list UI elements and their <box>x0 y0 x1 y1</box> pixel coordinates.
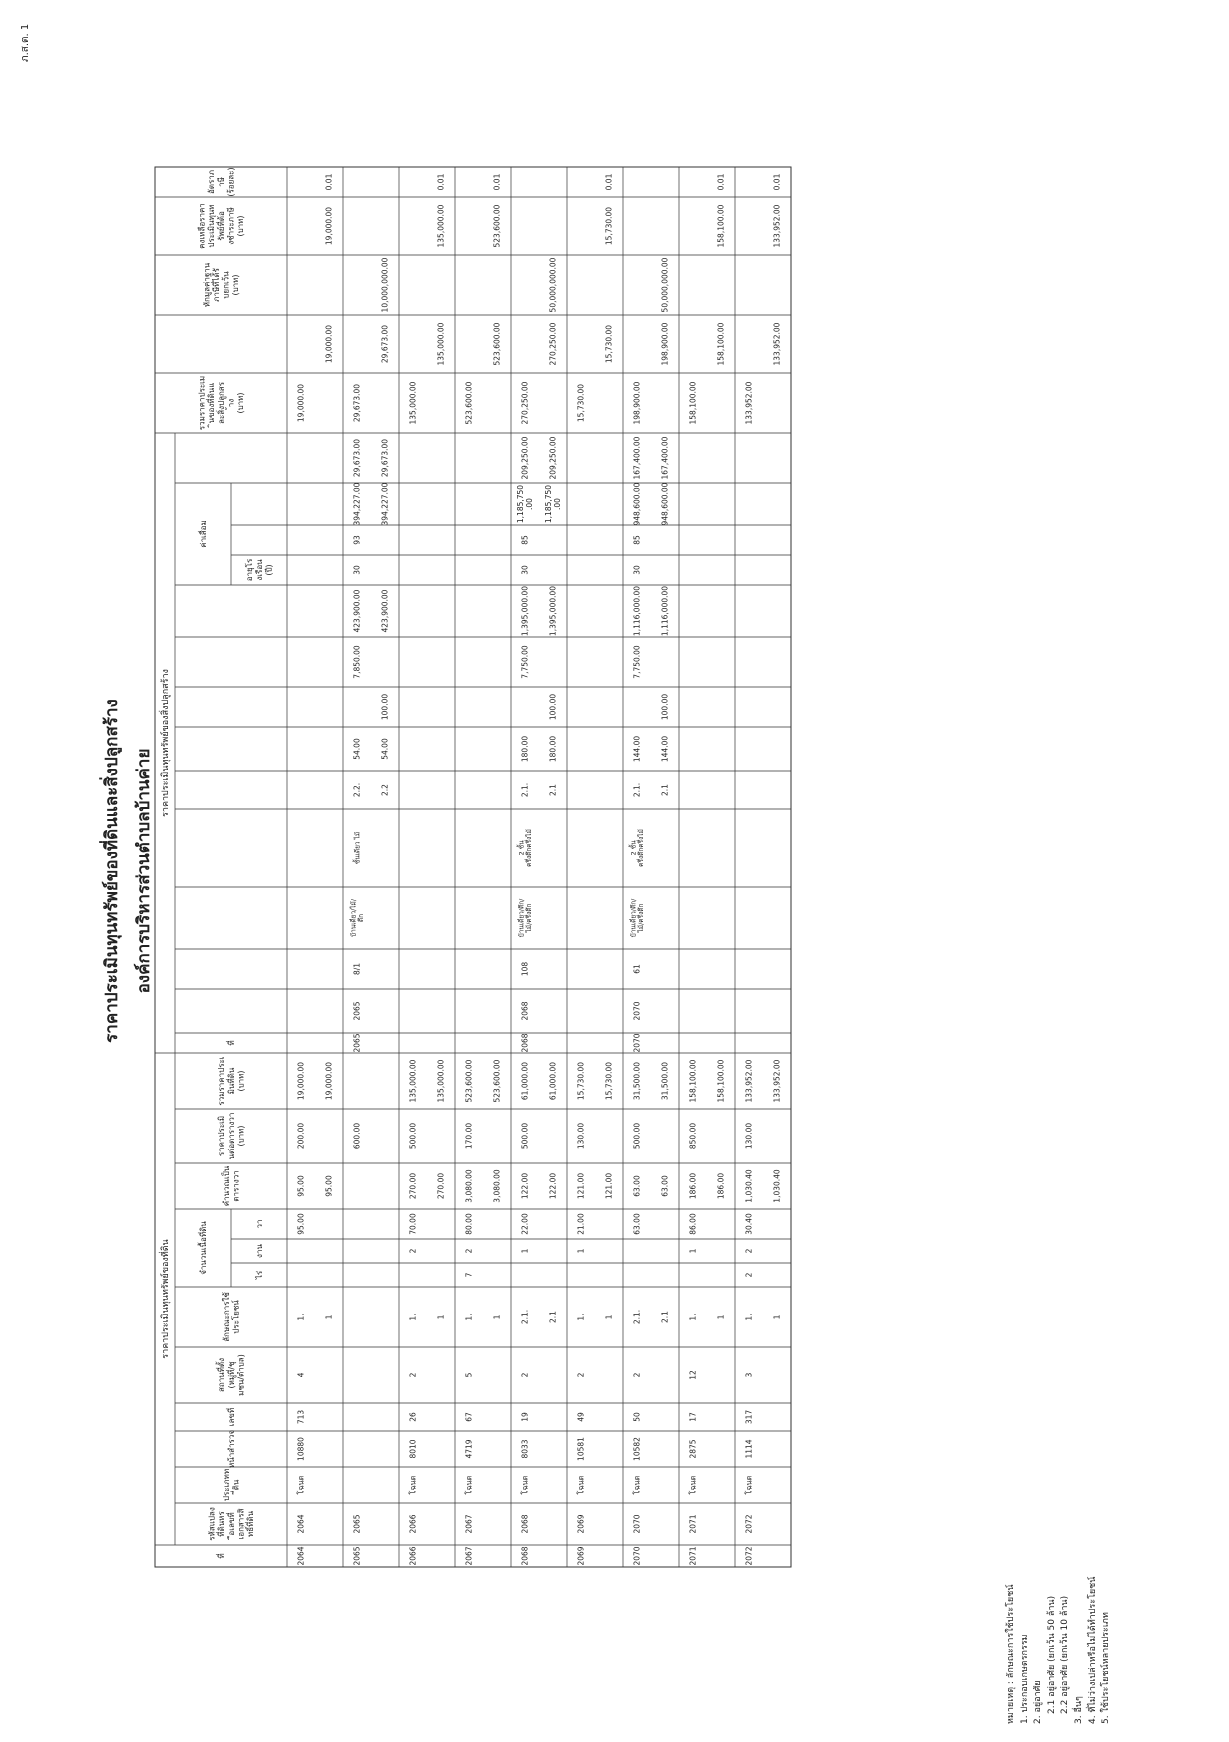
cell-location: 12 <box>688 1370 698 1380</box>
cell-barea: 144.00 <box>632 735 642 763</box>
cell-remain: 158,100.00 <box>716 204 726 248</box>
cell-rate: 0.01 <box>492 173 502 191</box>
cell-location: 2 <box>520 1372 530 1378</box>
cell-bafter: 209,250.00 <box>520 436 530 480</box>
cell-lval: 158,100.00 <box>688 1059 698 1103</box>
cell-bstyle: 2 ชั้นครึ่งตึกครึ่งไม้ <box>517 829 534 867</box>
cell-bafter: 29,673.00 <box>380 438 390 478</box>
header-rai: ไร่ <box>254 1270 264 1280</box>
cell-sqwa: 186.00 <box>688 1172 698 1200</box>
cell-barea: 180.00 <box>520 735 530 763</box>
cell-use: 2.1 <box>548 1311 558 1323</box>
cell-wa: 21.00 <box>576 1213 586 1235</box>
cell-ngan: 2 <box>408 1248 418 1254</box>
cell-lval: 31,500.00 <box>632 1061 642 1101</box>
cell-lval: 19,000.00 <box>324 1061 334 1101</box>
cell-lval: 15,730.00 <box>604 1061 614 1101</box>
cell-ngan: 2 <box>464 1248 474 1254</box>
cell-use: 1 <box>324 1314 334 1320</box>
cell-use: 1. <box>408 1313 418 1321</box>
cell-total: 29,673.00 <box>352 383 362 423</box>
cell-sqwa: 95.00 <box>296 1175 306 1197</box>
cell-number: 17 <box>688 1412 698 1422</box>
cell-rate: 0.01 <box>324 173 334 191</box>
cell-house: 108 <box>520 961 530 977</box>
cell-barea: 54.00 <box>380 738 390 760</box>
header-area-group: จำนวนเนื้อที่ดิน <box>198 1221 208 1275</box>
cell-buse: 2.1. <box>520 782 530 798</box>
cell-barea: 180.00 <box>548 735 558 763</box>
cell-land_type: โฉนด <box>296 1475 306 1495</box>
cell-bpct: 100.00 <box>380 693 390 721</box>
cell-total: 158,100.00 <box>688 381 698 425</box>
cell-damt: 948,600.00 <box>660 482 670 526</box>
header-sqwa: คำนวณเป็นตารางวา <box>222 1165 241 1207</box>
cell-bstyle: ชั้นเดียว ไม้ <box>353 831 362 865</box>
note-5: 5. ใช้ประโยชน์หลายประเภท <box>1101 1612 1112 1724</box>
cell-page: 2875 <box>688 1439 698 1459</box>
cell-exempt: 50,000,000.00 <box>660 257 670 313</box>
cell-no: 2067 <box>464 1546 474 1566</box>
cell-btype: บ้านเดี่ยว/ตึก/ไม้/ครึ่งตึก <box>517 898 534 938</box>
cell-lval: 523,600.00 <box>464 1059 474 1103</box>
cell-lval: 158,100.00 <box>716 1059 726 1103</box>
cell-wa: 22.00 <box>520 1213 530 1235</box>
cell-age: 30 <box>520 565 530 575</box>
cell-bpsqm: 7,750.00 <box>520 645 530 679</box>
cell-use: 2.1 <box>660 1311 670 1323</box>
cell-sqwa: 122.00 <box>548 1172 558 1200</box>
cell-damt: 1,185,750.00 <box>544 484 563 524</box>
cell-use: 1 <box>716 1314 726 1320</box>
cell-bafter: 167,400.00 <box>660 436 670 480</box>
notes-block <box>1005 1424 1114 1724</box>
header-wa: วา <box>254 1219 264 1229</box>
cell-lval: 135,000.00 <box>408 1059 418 1103</box>
cell-location: 2 <box>576 1372 586 1378</box>
cell-remain: 133,952.00 <box>772 204 782 248</box>
cell-damt: 1,185,750.00 <box>516 484 535 524</box>
cell-lval: 133,952.00 <box>744 1059 754 1103</box>
cell-land_id: 2071 <box>688 1514 698 1534</box>
cell-land_type: โฉนด <box>632 1475 642 1495</box>
cell-use: 1. <box>296 1313 306 1321</box>
cell-byuse: 15,730.00 <box>604 324 614 364</box>
cell-wa: 80.00 <box>464 1213 474 1235</box>
cell-barea: 144.00 <box>660 735 670 763</box>
cell-rate: 0.01 <box>716 173 726 191</box>
cell-barea: 54.00 <box>352 738 362 760</box>
cell-rate: 0.01 <box>772 173 782 191</box>
cell-ngan: 2 <box>744 1248 754 1254</box>
cell-no: 2070 <box>632 1546 642 1566</box>
cell-byuse: 135,000.00 <box>436 322 446 366</box>
cell-exempt: 50,000,000.00 <box>548 257 558 313</box>
cell-byuse: 19,000.00 <box>324 324 334 364</box>
cell-bpct: 100.00 <box>548 693 558 721</box>
cell-dpct: 85 <box>520 535 530 545</box>
cell-land_id: 2065 <box>352 1514 362 1534</box>
cell-exempt: 10,000,000.00 <box>380 257 390 313</box>
cell-sqwa: 270.00 <box>408 1172 418 1200</box>
cell-dpct: 85 <box>632 535 642 545</box>
cell-bstyle: 2 ชั้นครึ่งตึกครึ่งไม้ <box>629 829 646 867</box>
cell-land_type: โฉนด <box>744 1475 754 1495</box>
cell-damt: 394,227.00 <box>380 482 390 526</box>
cell-number: 26 <box>408 1412 418 1422</box>
cell-age: 30 <box>632 565 642 575</box>
cell-wa: 63.00 <box>632 1213 642 1235</box>
cell-bval: 423,900.00 <box>352 589 362 633</box>
cell-use: 2.1. <box>520 1309 530 1325</box>
cell-b_no: 2065 <box>352 1033 362 1053</box>
cell-sqwa: 121.00 <box>604 1172 614 1200</box>
cell-wa: 30.40 <box>744 1213 754 1235</box>
note-2-2: 2.2 อยู่อาศัย (ยกเว้น 10 ล้าน) <box>1060 1595 1071 1714</box>
document-title: ราคาประเมินทุนทรัพย์ของที่ดินและสิ่งปลูกสร้าง <box>102 699 122 1043</box>
note-1: 1. ประกอบเกษตรกรรม <box>1019 1634 1030 1724</box>
cell-bval: 1,395,000.00 <box>520 585 530 637</box>
cell-total: 523,600.00 <box>464 381 474 425</box>
cell-btype: บ้านเดี่ยว/ไม้/ตึก <box>349 898 366 938</box>
cell-age: 30 <box>352 565 362 575</box>
cell-page: 10880 <box>296 1437 306 1461</box>
cell-no: 2071 <box>688 1546 698 1566</box>
cell-use: 1. <box>744 1313 754 1321</box>
cell-total: 270,250.00 <box>520 381 530 425</box>
cell-number: 713 <box>296 1409 306 1425</box>
header-use: ลักษณะการใช้ประโยชน์ <box>222 1292 241 1342</box>
cell-use: 1. <box>464 1313 474 1321</box>
cell-use: 2.1. <box>632 1309 642 1325</box>
cell-ppw: 500.00 <box>408 1122 418 1150</box>
cell-rai: 7 <box>464 1272 474 1278</box>
cell-sqwa: 1,030.40 <box>772 1169 782 1203</box>
cell-b_land: 2070 <box>632 1001 642 1021</box>
cell-byuse: 133,952.00 <box>772 322 782 366</box>
header-age: อายุโรงเรือน(ปี) <box>245 558 274 582</box>
cell-ppw: 850.00 <box>688 1122 698 1150</box>
header-land_id: รหัสแปลงที่ดินหรือเลขที่เอกสารสิทธิ์ที่ดิน <box>207 1507 255 1541</box>
cell-use: 1 <box>772 1314 782 1320</box>
cell-lval: 19,000.00 <box>296 1061 306 1101</box>
header-remain: คงเหลือราคาประเมินทุนทรัพย์ที่ต้องชำระภาษี(บาท) <box>197 203 245 249</box>
cell-bafter: 209,250.00 <box>548 436 558 480</box>
note-4: 4. ที่ไม่ว่างเปล่าหรือไม่ได้ทำประโยชน์ <box>1087 1576 1098 1724</box>
cell-buse: 2.1. <box>632 782 642 798</box>
cell-byuse: 158,100.00 <box>716 322 726 366</box>
cell-bval: 1,395,000.00 <box>548 585 558 637</box>
cell-ppw: 130.00 <box>576 1122 586 1150</box>
cell-page: 10581 <box>576 1437 586 1461</box>
header-exempt: หักมูลค่าฐานภาษีที่ได้รับยกเว้น(บาท) <box>202 262 241 308</box>
cell-land_id: 2072 <box>744 1514 754 1534</box>
cell-land_id: 2068 <box>520 1514 530 1534</box>
cell-land_type: โฉนด <box>408 1475 418 1495</box>
cell-number: 50 <box>632 1412 642 1422</box>
cell-wa: 70.00 <box>408 1213 418 1235</box>
cell-page: 1114 <box>744 1439 754 1459</box>
cell-sqwa: 270.00 <box>436 1172 446 1200</box>
cell-btype: บ้านเดี่ยว/ตึก/ไม้/ครึ่งตึก <box>629 898 646 938</box>
cell-ngan: 1 <box>520 1248 530 1254</box>
header-no: ที่ <box>216 1553 226 1559</box>
cell-byuse: 523,600.00 <box>492 322 502 366</box>
cell-sqwa: 95.00 <box>324 1175 334 1197</box>
cell-sqwa: 1,030.40 <box>744 1169 754 1203</box>
cell-lval: 61,000.00 <box>520 1061 530 1101</box>
header-location: สถานที่ตั้ง(หมู่ที่/ชุมชน/ตำบล) <box>217 1354 246 1396</box>
cell-sqwa: 63.00 <box>632 1175 642 1197</box>
cell-sqwa: 63.00 <box>660 1175 670 1197</box>
cell-bval: 1,116,000.00 <box>632 585 642 637</box>
cell-land_type: โฉนด <box>520 1475 530 1495</box>
header-land_type: ประเภทที่ดิน <box>222 1468 241 1502</box>
cell-land_id: 2069 <box>576 1514 586 1534</box>
cell-land_id: 2067 <box>464 1514 474 1534</box>
cell-sqwa: 3,080.00 <box>464 1169 474 1203</box>
cell-no: 2066 <box>408 1546 418 1566</box>
cell-rate: 0.01 <box>604 173 614 191</box>
cell-byuse: 29,673.00 <box>380 324 390 364</box>
cell-sqwa: 3,080.00 <box>492 1169 502 1203</box>
cell-b_land: 2068 <box>520 1001 530 1021</box>
cell-bpsqm: 7,750.00 <box>632 645 642 679</box>
cell-total: 15,730.00 <box>576 383 586 423</box>
header-total: รวมราคาประเมินของที่ดินและสิ่งปลูกสร้าง(บาท) <box>197 375 245 431</box>
cell-sqwa: 122.00 <box>520 1172 530 1200</box>
cell-land_type: โฉนด <box>688 1475 698 1495</box>
note-2: 2. อยู่อาศัย <box>1033 1680 1044 1724</box>
cell-damt: 948,600.00 <box>632 482 642 526</box>
header-depreciation-group: ค่าเสื่อม <box>198 520 208 548</box>
cell-buse: 2.1 <box>660 784 670 796</box>
cell-bval: 1,116,000.00 <box>660 585 670 637</box>
section-building-header: ราคาประเมินทุนทรัพย์ของสิ่งปลูกสร้าง <box>161 669 172 817</box>
cell-location: 2 <box>408 1372 418 1378</box>
cell-ppw: 600.00 <box>352 1122 362 1150</box>
cell-buse: 2.1 <box>548 784 558 796</box>
cell-ppw: 170.00 <box>464 1122 474 1150</box>
cell-remain: 15,730.00 <box>604 206 614 246</box>
cell-use: 1 <box>492 1314 502 1320</box>
cell-number: 49 <box>576 1412 586 1422</box>
cell-number: 317 <box>744 1409 754 1425</box>
cell-lval: 15,730.00 <box>576 1061 586 1101</box>
form-code: ภ.ส.ต. 1 <box>20 23 31 62</box>
cell-land_id: 2066 <box>408 1514 418 1534</box>
cell-use: 1. <box>576 1313 586 1321</box>
cell-bval: 423,900.00 <box>380 589 390 633</box>
cell-bpsqm: 7,850.00 <box>352 645 362 679</box>
cell-land_type: โฉนด <box>576 1475 586 1495</box>
cell-no: 2072 <box>744 1546 754 1566</box>
cell-lval: 61,000.00 <box>548 1061 558 1101</box>
note-3: 3. อื่นๆ <box>1073 1696 1084 1724</box>
cell-ppw: 500.00 <box>520 1122 530 1150</box>
section-land-header: ราคาประเมินทุนทรัพย์ของที่ดิน <box>161 1239 172 1359</box>
notes-heading: หมายเหตุ : ลักษณะการใช้ประโยชน์ <box>1006 1584 1016 1724</box>
header-page: หน้าสำรวจ <box>226 1429 236 1469</box>
cell-land_id: 2064 <box>296 1514 306 1534</box>
cell-lval: 135,000.00 <box>436 1059 446 1103</box>
cell-page: 4719 <box>464 1439 474 1459</box>
cell-house: 8/1 <box>352 962 362 976</box>
cell-land_id: 2070 <box>632 1514 642 1534</box>
cell-bpct: 100.00 <box>660 693 670 721</box>
cell-location: 4 <box>296 1372 306 1378</box>
header-lval: รวมราคาประเมินที่ดิน(บาท) <box>217 1056 246 1106</box>
cell-remain: 19,000.00 <box>324 206 334 246</box>
cell-use: 1 <box>604 1314 614 1320</box>
cell-no: 2065 <box>352 1546 362 1566</box>
cell-ngan: 1 <box>576 1248 586 1254</box>
cell-sqwa: 186.00 <box>716 1172 726 1200</box>
organization-name: องค์การบริหารส่วนตำบลบ้านค่าย <box>134 748 154 994</box>
cell-total: 19,000.00 <box>296 383 306 423</box>
cell-total: 198,900.00 <box>632 381 642 425</box>
cell-number: 19 <box>520 1412 530 1422</box>
cell-location: 5 <box>464 1372 474 1378</box>
cell-ppw: 200.00 <box>296 1122 306 1150</box>
cell-ppw: 500.00 <box>632 1122 642 1150</box>
cell-ppw: 130.00 <box>744 1122 754 1150</box>
cell-land_type: โฉนด <box>464 1475 474 1495</box>
cell-b_land: 2065 <box>352 1001 362 1021</box>
cell-damt: 394,227.00 <box>352 482 362 526</box>
cell-house: 61 <box>632 964 642 974</box>
cell-b_no: 2070 <box>632 1033 642 1053</box>
note-2-1: 2.1 อยู่อาศัย (ยกเว้น 50 ล้าน) <box>1046 1595 1057 1714</box>
cell-remain: 135,000.00 <box>436 204 446 248</box>
cell-rate: 0.01 <box>436 173 446 191</box>
cell-byuse: 270,250.00 <box>548 322 558 366</box>
header-rate: อัตราภาษี(ร้อยละ) <box>207 167 236 197</box>
cell-wa: 95.00 <box>296 1213 306 1235</box>
cell-b_no: 2068 <box>520 1033 530 1053</box>
cell-total: 135,000.00 <box>408 381 418 425</box>
cell-no: 2064 <box>296 1546 306 1566</box>
cell-sqwa: 121.00 <box>576 1172 586 1200</box>
cell-location: 2 <box>632 1372 642 1378</box>
cell-ngan: 1 <box>688 1248 698 1254</box>
cell-lval: 523,600.00 <box>492 1059 502 1103</box>
cell-number: 67 <box>464 1412 474 1422</box>
cell-location: 3 <box>744 1372 754 1378</box>
cell-page: 8033 <box>520 1439 530 1459</box>
cell-page: 10582 <box>632 1437 642 1461</box>
cell-bafter: 167,400.00 <box>632 436 642 480</box>
cell-dpct: 93 <box>352 535 362 545</box>
header-ppw: ราคาประเมินต่อตารางวา(บาท) <box>217 1112 246 1160</box>
cell-lval: 133,952.00 <box>772 1059 782 1103</box>
header-ngan: งาน <box>254 1244 264 1258</box>
cell-buse: 2.2 <box>380 784 390 796</box>
cell-byuse: 198,900.00 <box>660 322 670 366</box>
cell-remain: 523,600.00 <box>492 204 502 248</box>
table-frame <box>155 167 791 1567</box>
cell-no: 2069 <box>576 1546 586 1566</box>
cell-use: 1. <box>688 1313 698 1321</box>
cell-rai: 2 <box>744 1272 754 1278</box>
cell-lval: 31,500.00 <box>660 1061 670 1101</box>
cell-page: 8010 <box>408 1439 418 1459</box>
cell-wa: 86.00 <box>688 1213 698 1235</box>
header-b_no: ที่ <box>226 1040 236 1046</box>
cell-total: 133,952.00 <box>744 381 754 425</box>
header-number: เลขที่ <box>226 1407 236 1427</box>
cell-buse: 2.2. <box>352 782 362 798</box>
cell-use: 1 <box>436 1314 446 1320</box>
cell-bafter: 29,673.00 <box>352 438 362 478</box>
cell-no: 2068 <box>520 1546 530 1566</box>
